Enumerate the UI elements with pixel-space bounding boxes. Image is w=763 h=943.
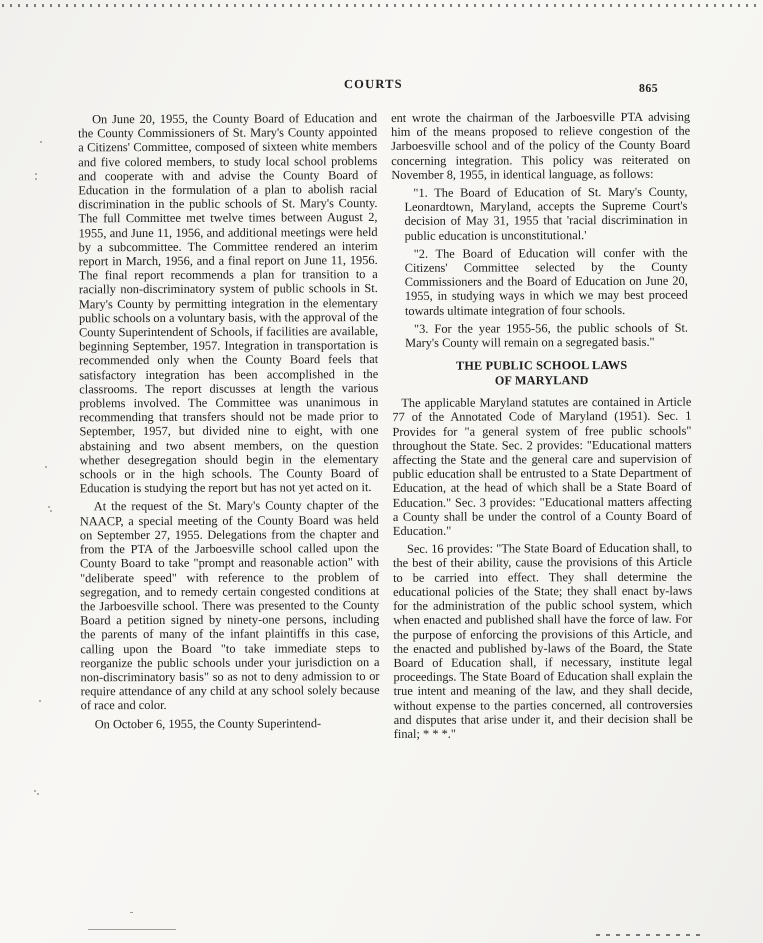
paragraph: On October 6, 1955, the County Superintend- — [94, 715, 322, 731]
paragraph: On June 20, 1955, the County Board of Education and the County Commissioners of St. Mary's County appointed a Citizens' Committee, composed of sixteen white members and five colored members, to study local school problems and cooperate with and advise the County Board of Education in the formulation of a plan to abolish racial discrimination in the public schools of St. Mary's County. The full Committee met twelve times between August 2, 1955, and June 11, 1956, and additional meetings were held by a subcommittee. The Committee rendered an interim report in March, 1956, and a final report on June 11, 1956. The final report recommends a plan for transition to a racially non-discriminatory system of public schools in St. Mary's County by permitting integration in the elementary public schools on a voluntary basis, with the approval of the County Superintendent of Schools, if facilities are available, beginning September, 1957. Integration in transportation is recommended only when the County Board feels that satisfactory integration has been accomplished in the classrooms. The report discusses at length the various problems involved. The Committee was unanimous in recommending that transfers should not be made prior to September, 1957, but divided nine to eight, with one abstaining and two absent members, on the question whether desegregation should begin in the elementary schools or in the high schools. The County Board of Education is studying the report but has not yet acted on it. — [78, 111, 379, 496]
text-columns — [78, 110, 693, 747]
paragraph: The applicable Maryland statutes are contained in Article 77 of the Annotated Code of Maryland (1951). Sec. 1 Provides for "a general system of free public schools" throughout the State. Sec. 2 provides: "Educational matters affecting the State and the general care and supervision of public education shall be entrusted to a State Department of Education, at the head of which shall be a State Board of Education." Sec. 3 provides: "Educational matters affecting a County shall be under the control of a County Board of Education." — [392, 394, 692, 539]
paragraph: ent wrote the chairman of the Jarboesville PTA advising him of the means proposed to relieve congestion of the Jarboesville school and of the policy of the County Board concerning integration. This policy was reiterated on November 8, 1955, in identical language, as follows: — [391, 109, 691, 182]
page-number: 865 — [638, 80, 659, 95]
left-column — [78, 111, 380, 746]
section-heading — [392, 358, 691, 389]
right-column — [391, 110, 693, 745]
paragraph: Sec. 16 provides: "The State Board of Education shall, to the best of their ability, cause the provisions of this Article to be carried into effect. They shall determine the educational policies of the State; they shall enact by-laws for the administration of the public school system, which when enacted and published shall have the force of law. For the purpose of enforcing the provisions of this Article, and the enacted and published by-laws of the Board, the State Board of Education shall, if necessary, institute legal proceedings. The State Board of Education shall explain the true intent and meaning of the law, and they shall decide, without expense to the parties concerned, all controversies and disputes that arise under it, and their decision shall be final; * * *." — [392, 540, 693, 741]
section-heading-line: OF MARYLAND — [494, 373, 589, 388]
running-head: COURTS — [343, 76, 403, 92]
section-heading-line: THE PUBLIC SCHOOL LAWS — [455, 358, 628, 373]
block-quote: "3. For the year 1955-56, the public schools of St. Mary's County will remain on a segregated basis." — [405, 320, 689, 350]
paragraph: At the request of the St. Mary's County chapter of the NAACP, a special meeting of the County Board was held on September 27, 1955. Delegations from the chapter and from the PTA of the Jarboesville school called upon the County Board to take "prompt and reasonable action" with "deliberate speed" with reference to the problem of segregation, and to remedy certain congested conditions at the Jarboesville school. There was presented to the County Board a petition signed by ninety-one persons, including the parents of many of the infant plaintiffs in this case, calling upon the Board "to take immediate steps to reorganize the public schools under your jurisdiction on a non-discriminatory basis" so as not to deny admission to or require attendance of any child at any school solely because of race and color. — [79, 498, 380, 713]
block-quote: "2. The Board of Education will confer with the Citizens' Committee selected by the County Commissioners and the Board of Education on June 20, 1955, in studying ways in which we may best proceed towards ultimate integration of four schools. — [404, 245, 688, 318]
block-quote: "1. The Board of Education of St. Mary's County, Leonardtown, Maryland, accepts the Supreme Court's decision of May 31, 1955 that 'racial discrimination in public education is unconstitutional.' — [404, 184, 688, 243]
